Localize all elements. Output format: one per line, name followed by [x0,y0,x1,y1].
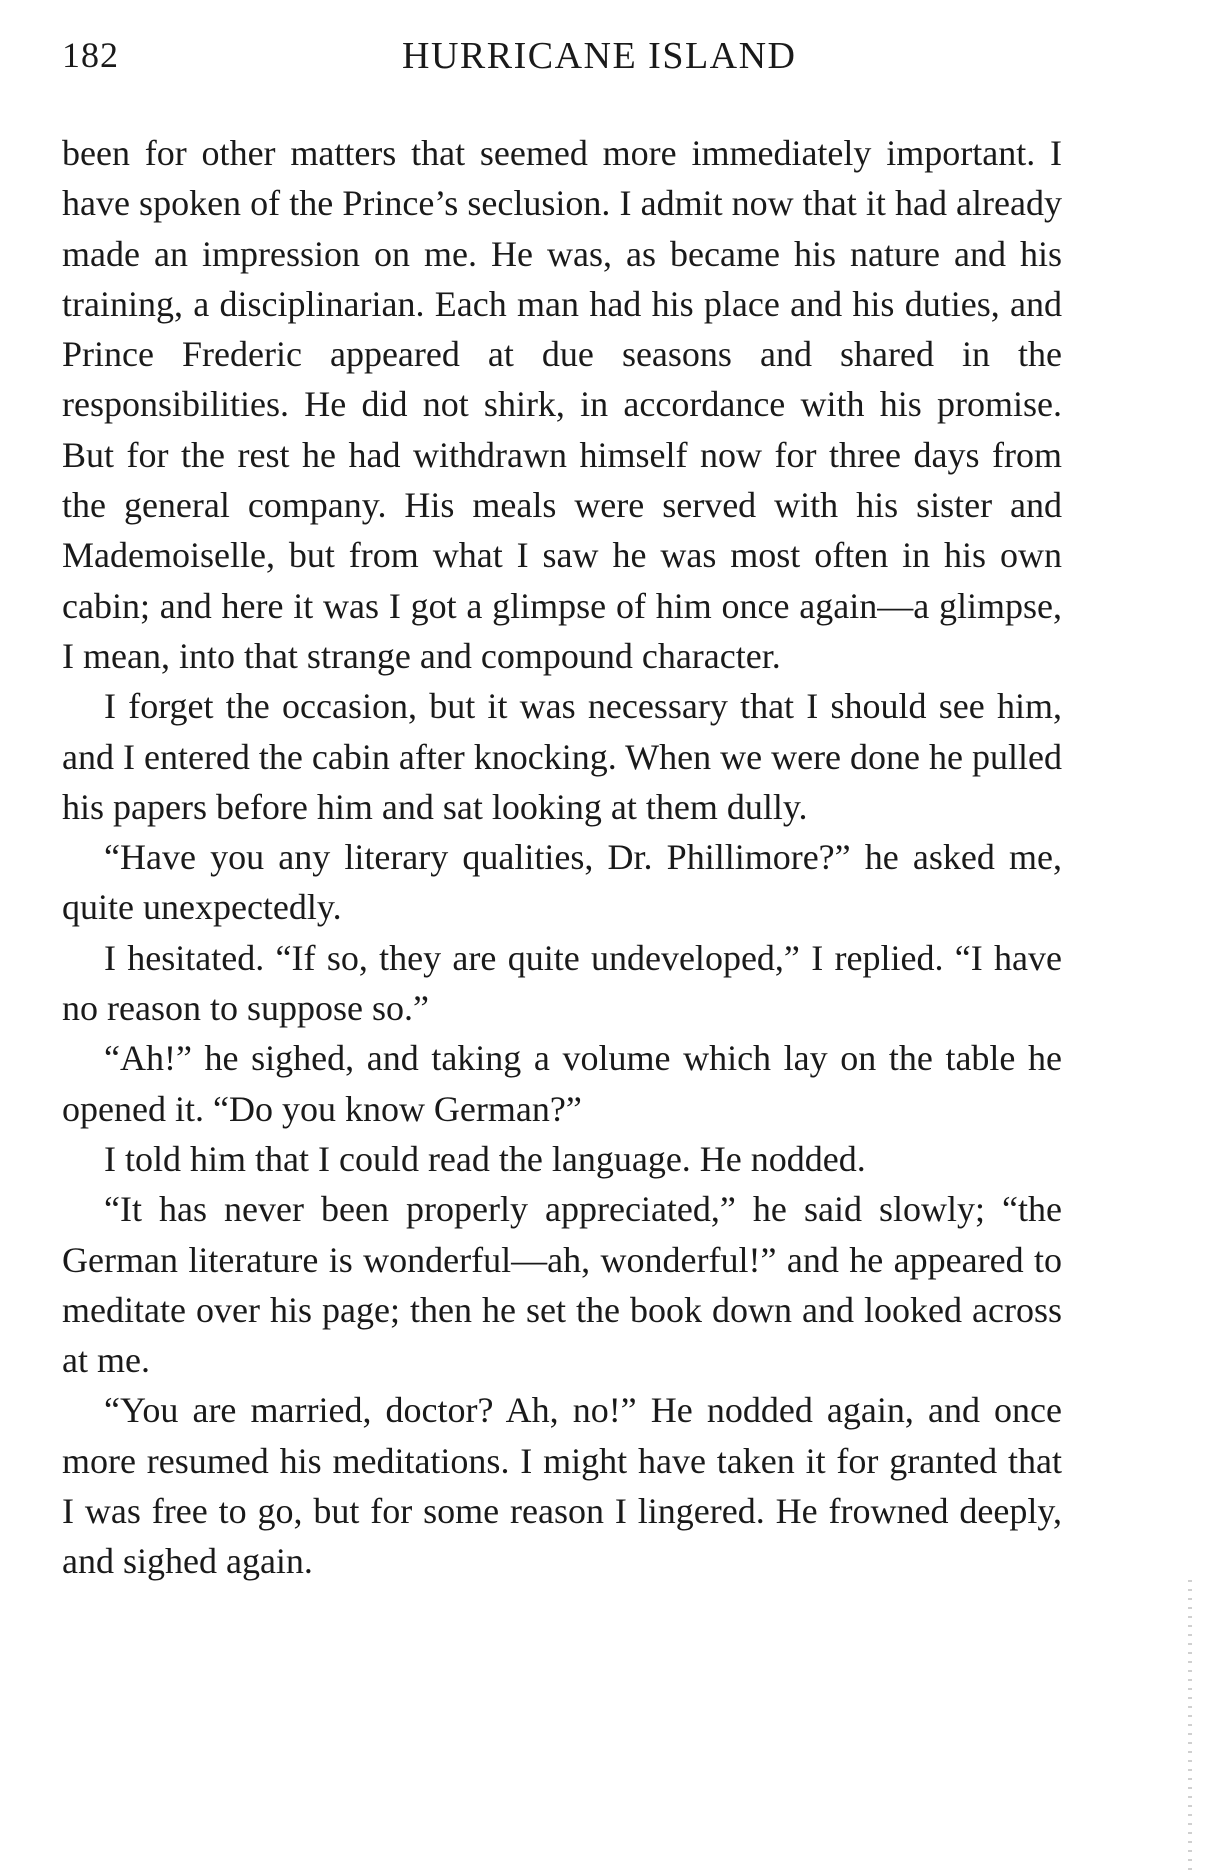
running-title: HURRICANE ISLAND [402,35,797,77]
paragraph: I told him that I could read the language. He nodded. [104,1138,866,1179]
paragraph: I forget the occasion, but it was necessary that I should see him, and I entered the cabin after knocking. When we were done he pulled his papers before him and sat looking at them dully. [62,686,1062,827]
paragraph-continued: been for other matters that seemed more immediately important. I have spoken of the Prince’s seclusion. I admit now that it had already made an impression on me. He was, as became his nature and his training, a disciplinarian. Each man had his place and his duties, and Prince Frederic appeared at due seasons and shared in the responsibilities. He did not shirk, in accordance with his promise. But for the rest he had withdrawn himself now for three days from the general company. His meals were served with his sister and Mademoiselle, but from what I saw he was most often in his own cabin; and here it was I got a glimpse of him once again—a glimpse, I mean, into that strange and compound character. [62,133,1062,676]
page-header [62,30,1062,78]
body-text [62,128,1062,1587]
paragraph: “Ah!” he sighed, and taking a volume which lay on the table he opened it. “Do you know German?” [62,1038,1062,1129]
page-number: 182 [62,35,119,75]
paragraph: I hesitated. “If so, they are quite undeveloped,” I replied. “I have no reason to suppose so.” [62,937,1062,1029]
paragraph: “Have you any literary qualities, Dr. Phillimore?” he asked me, quite unexpectedly. [62,837,1062,928]
scan-edge-artifact [1188,1580,1192,1870]
paragraph: “It has never been properly appreciated,” he said slowly; “the German literature is wonderful—ah, wonderful!” and he appeared to meditate over his page; then he set the book down and looked across at me. [62,1189,1062,1381]
paragraph: “You are married, doctor? Ah, no!” He nodded again, and once more resumed his meditations. I might have taken it for granted that I was free to go, but for some reason I lingered. He frowned deeply, and sighed again. [62,1390,1062,1582]
